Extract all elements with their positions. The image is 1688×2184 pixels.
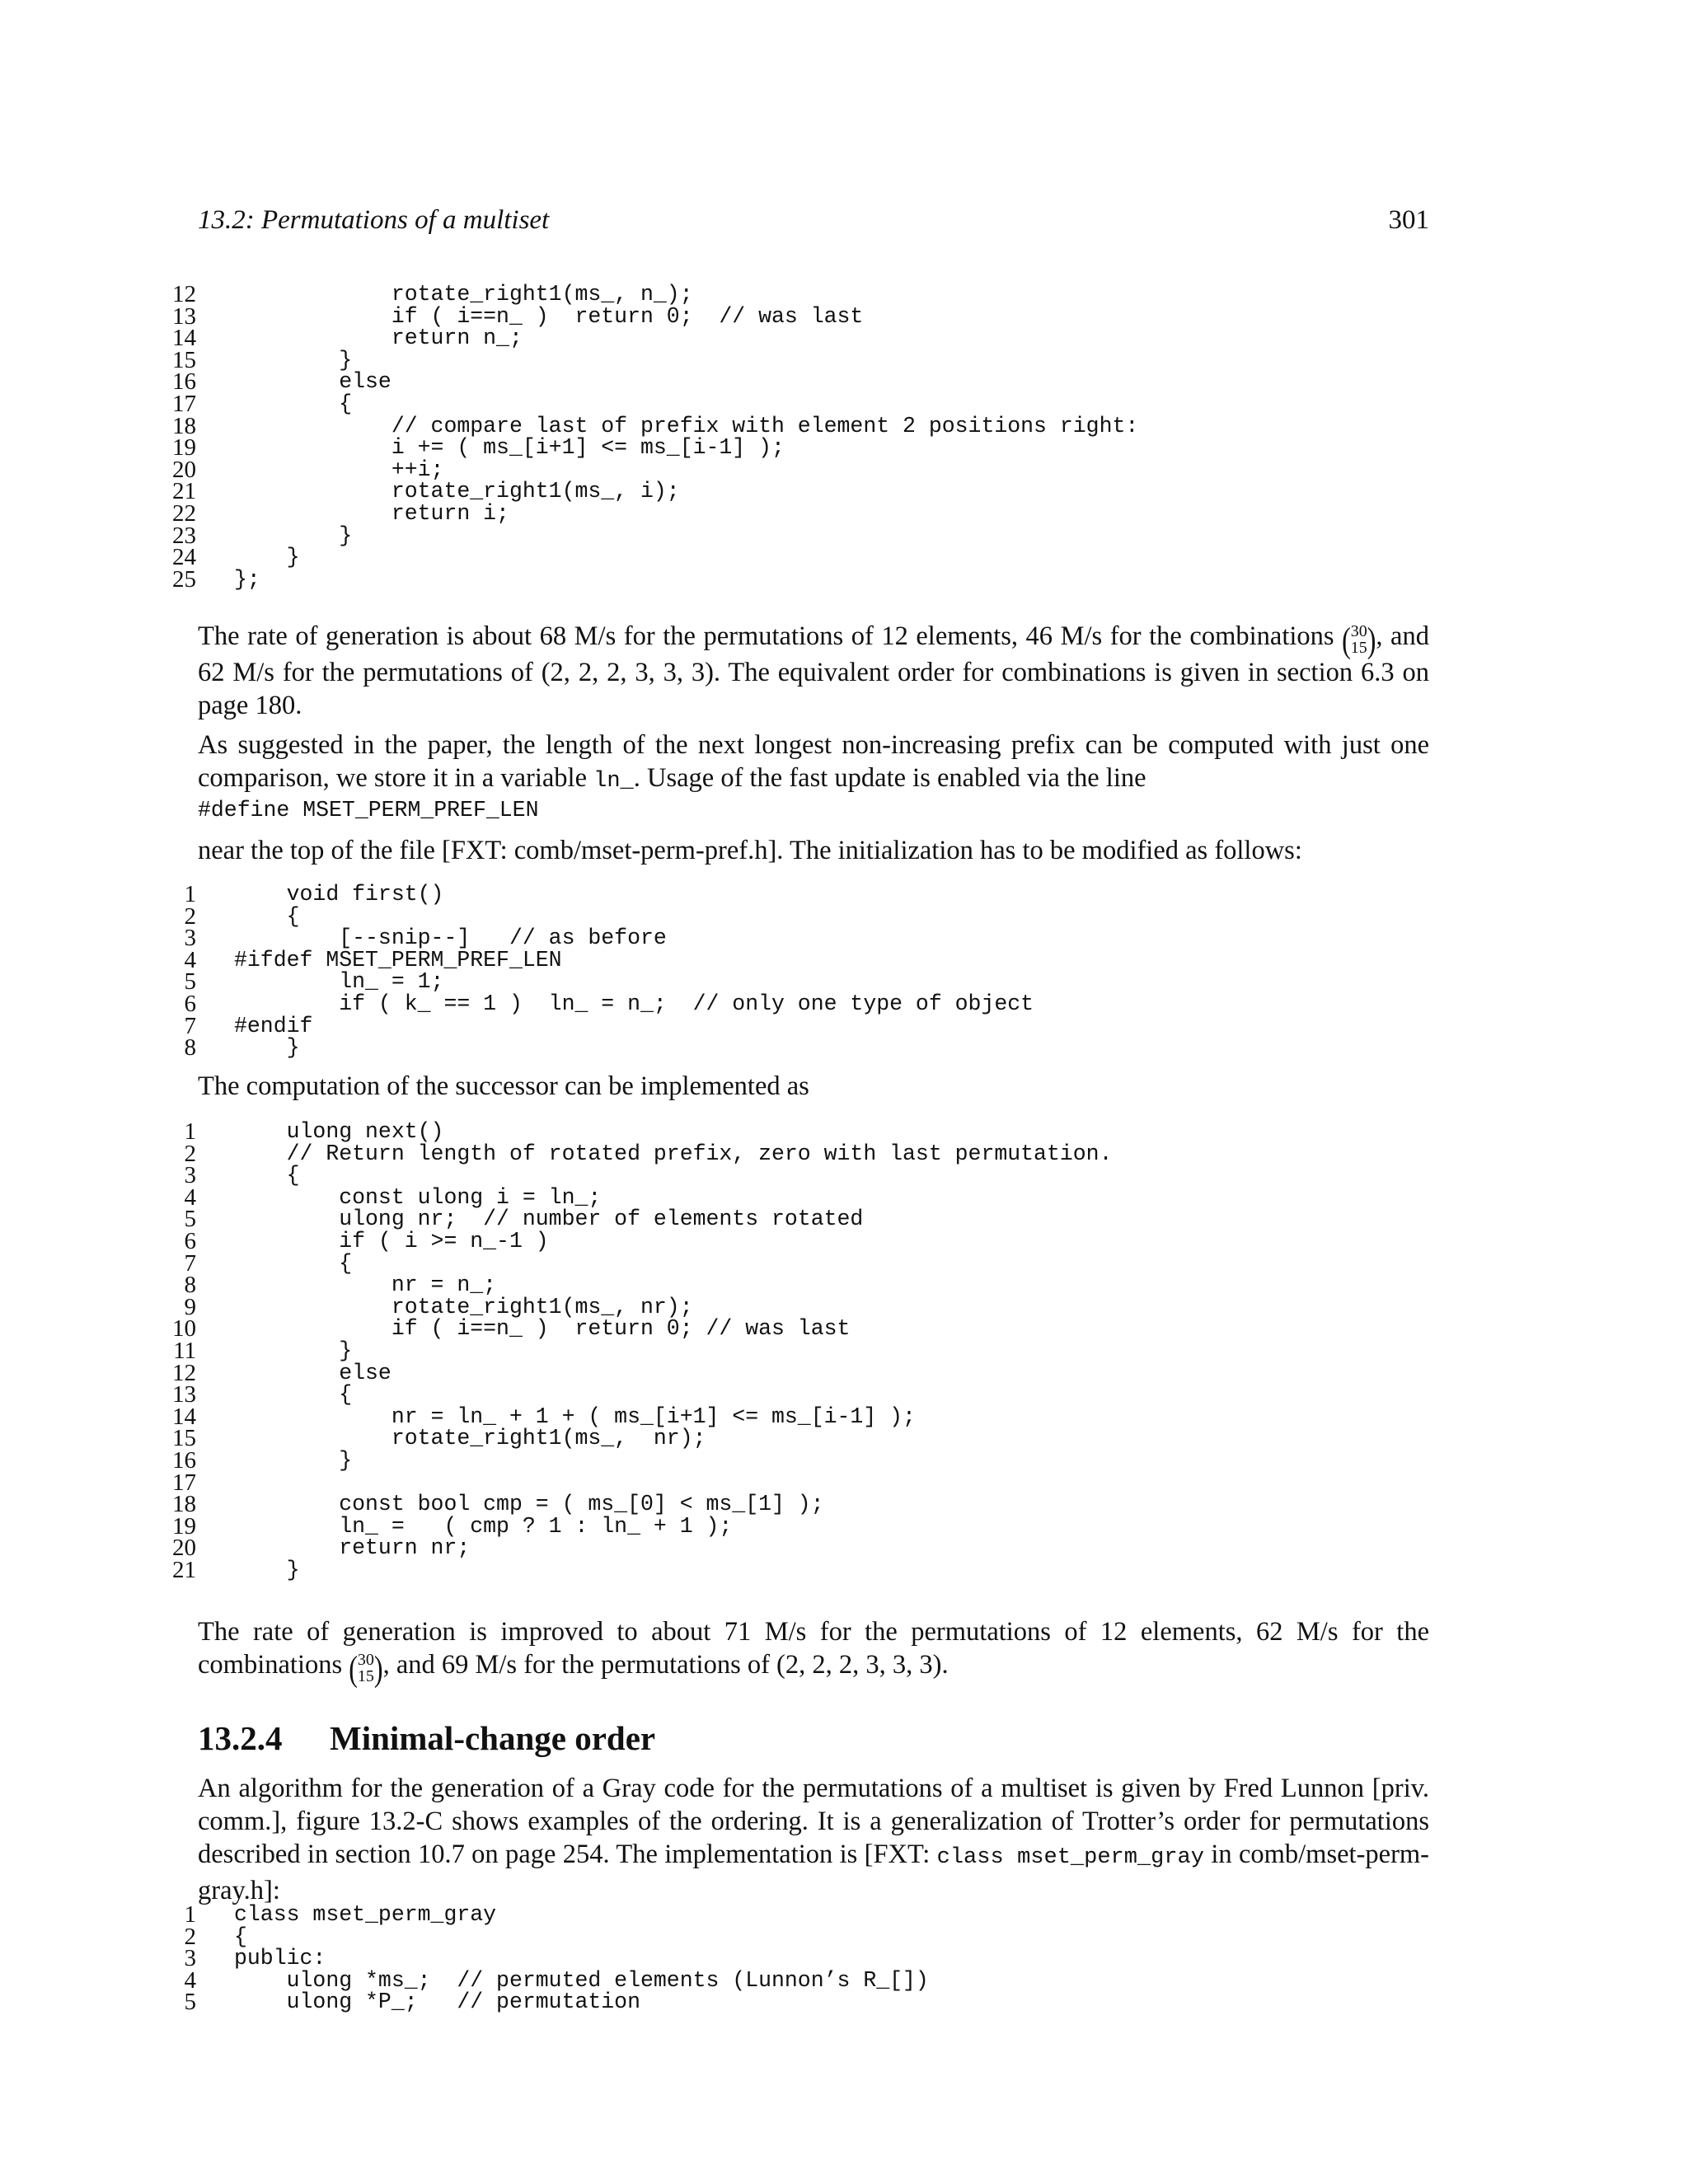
line-number: 2 xyxy=(184,1923,196,1950)
line-number: 2 xyxy=(184,1140,196,1167)
section-heading xyxy=(198,1718,655,1759)
line-number: 14 xyxy=(172,1403,196,1430)
line-number: 13 xyxy=(172,302,196,330)
line-number: 2 xyxy=(184,902,196,930)
line-number: 14 xyxy=(172,325,196,352)
page-number: 301 xyxy=(1388,205,1429,235)
line-number: 24 xyxy=(172,544,196,571)
running-head xyxy=(198,201,1429,239)
binom-top: 30 xyxy=(357,1651,374,1670)
code-text: } xyxy=(234,545,300,570)
paragraph-successor: The computation of the successor can be implemented as xyxy=(198,1071,809,1101)
code-text: }; xyxy=(234,566,260,592)
line-number: 5 xyxy=(184,1989,196,2016)
line-number: 17 xyxy=(172,390,196,417)
line-number: 25 xyxy=(172,565,196,593)
line-number: 4 xyxy=(184,1183,196,1211)
code-text: } xyxy=(234,1035,300,1061)
code-text: // compare last of prefix with element 2 positions right: xyxy=(234,413,1139,438)
line-number: 21 xyxy=(172,1556,196,1583)
line-number: 19 xyxy=(172,1512,196,1540)
code-text: { xyxy=(234,1924,247,1949)
line-number: 11 xyxy=(173,1337,196,1364)
code-text: { xyxy=(234,1163,300,1188)
line-number: 17 xyxy=(172,1469,196,1496)
paragraph-rate-of-generation xyxy=(198,620,1429,722)
code-text: ln_ = 1; xyxy=(234,969,444,995)
code-text: #ifdef MSET_PERM_PREF_LEN xyxy=(234,947,562,972)
code-text: } xyxy=(234,1557,300,1582)
binomial-coefficient: ( 30 15 ) xyxy=(349,1648,383,1689)
code-text: rotate_right1(ms_, n_); xyxy=(234,282,693,307)
line-number: 5 xyxy=(184,1206,196,1233)
code-text: void first() xyxy=(234,882,444,907)
code-text: { xyxy=(234,1250,353,1276)
code-text: } xyxy=(234,1447,353,1473)
line-number: 8 xyxy=(184,1272,196,1299)
paragraph-near-top: near the top of the file [FXT: comb/mset-perm-pref.h]. The initialization has to be modified as follows: xyxy=(198,836,1302,865)
line-number: 15 xyxy=(172,1425,196,1452)
code-text: rotate_right1(ms_, nr); xyxy=(234,1294,693,1319)
code-text: ++i; xyxy=(234,457,444,482)
line-number: 4 xyxy=(184,1966,196,1994)
code-text: ulong next() xyxy=(234,1119,444,1144)
code-text: rotate_right1(ms_, nr); xyxy=(234,1426,706,1451)
code-text: if ( k_ == 1 ) ln_ = n_; // only one type of object xyxy=(234,991,1034,1016)
binomial-coefficient: ( 30 15 ) xyxy=(1342,620,1376,660)
binom-bottom: 15 xyxy=(1350,639,1367,658)
binom-top: 30 xyxy=(1350,622,1367,641)
line-number: 12 xyxy=(172,281,196,307)
code-text: if ( i==n_ ) return 0; // was last xyxy=(234,1316,851,1342)
define-line: #define MSET_PERM_PREF_LEN xyxy=(198,798,539,823)
line-number: 1 xyxy=(184,881,196,907)
rate-text-b: , and 62 M/s for the permutations of (2, 2, 2, 3, 3, 3). The equivalent order for combinations is given in section 6.3 on page 180. xyxy=(198,621,1429,721)
line-number: 6 xyxy=(184,990,196,1017)
line-number: 6 xyxy=(184,1227,196,1254)
gray-text-b: in comb/mset-perm-gray.h]: xyxy=(198,1840,1429,1905)
line-number: 20 xyxy=(172,456,196,483)
code-text: else xyxy=(234,369,392,395)
line-number: 18 xyxy=(172,412,196,439)
code-text: const ulong i = ln_; xyxy=(234,1184,602,1210)
code-text: ln_ = ( cmp ? 1 : ln_ + 1 ); xyxy=(234,1513,733,1539)
line-number: 8 xyxy=(184,1034,196,1062)
rate-text-a: The rate of generation is about 68 M/s for the permutations of 12 elements, 46 M/s for the combinations xyxy=(198,621,1334,651)
code-text: // Return length of rotated prefix, zero with last permutation. xyxy=(234,1141,1113,1166)
line-number: 5 xyxy=(184,968,196,996)
gray-text-a: An algorithm for the generation of a Gray code for the permutations of a multiset is given by Fred Lunnon [priv. comm.], figure 13.2-C shows examples of the ordering. It is a generalization of Trotter’s order for permutations described in section 10.7 on page 254. The implementation is [FXT: xyxy=(198,1774,1429,1869)
code-text: if ( i >= n_-1 ) xyxy=(234,1228,549,1254)
code-text: [--snip--] // as before xyxy=(234,926,667,951)
class-name: class mset_perm_gray xyxy=(936,1845,1204,1870)
line-number: 18 xyxy=(172,1491,196,1518)
code-text: { xyxy=(234,1382,353,1408)
line-number: 19 xyxy=(172,434,196,462)
code-text: return n_; xyxy=(234,326,523,351)
binom-bottom: 15 xyxy=(357,1667,374,1686)
line-number: 3 xyxy=(184,1945,196,1972)
code-text: i += ( ms_[i+1] <= ms_[i-1] ); xyxy=(234,435,785,461)
code-text: rotate_right1(ms_, i); xyxy=(234,479,680,504)
line-number: 9 xyxy=(184,1293,196,1320)
section-number: 13.2.4 xyxy=(198,1719,283,1757)
suggested-text-b: . Usage of the fast update is enabled via the line xyxy=(633,763,1146,793)
line-number: 23 xyxy=(172,522,196,549)
paragraph-suggested xyxy=(198,729,1429,798)
rate2-text-a: The rate of generation is improved to about 71 M/s for the permutations of 12 elements, 62 M/s for the combinations xyxy=(198,1617,1429,1680)
line-number: 7 xyxy=(184,1012,196,1039)
code-text: { xyxy=(234,903,300,929)
code-text: if ( i==n_ ) return 0; // was last xyxy=(234,303,864,329)
line-number: 7 xyxy=(184,1249,196,1277)
code-text: nr = ln_ + 1 + ( ms_[i+1] <= ms_[i-1] ); xyxy=(234,1404,916,1429)
paragraph-rate-improved xyxy=(198,1615,1429,1689)
line-number: 3 xyxy=(184,925,196,952)
code-text: #endif xyxy=(234,1013,313,1038)
section-title: Minimal-change order xyxy=(330,1719,656,1757)
suggested-text-a: As suggested in the paper, the length of the next longest non-increasing prefix can be computed with just one comparison, we store it in a variable xyxy=(198,730,1429,793)
variable-ln: ln_ xyxy=(593,769,634,794)
code-text: public: xyxy=(234,1946,326,1971)
running-head-title: 13.2: Permutations of a multiset xyxy=(198,205,550,235)
code-text: return nr; xyxy=(234,1535,471,1561)
line-number: 15 xyxy=(172,346,196,373)
code-text: return i; xyxy=(234,500,509,526)
line-number: 22 xyxy=(172,499,196,527)
code-text: } xyxy=(234,523,353,548)
line-number: 12 xyxy=(172,1359,196,1386)
line-number: 3 xyxy=(184,1162,196,1189)
code-text: } xyxy=(234,347,353,373)
line-number: 1 xyxy=(184,1901,196,1928)
rate2-text-b: , and 69 M/s for the permutations of (2, 2, 2, 3, 3, 3). xyxy=(382,1650,949,1680)
code-text: { xyxy=(234,391,353,416)
line-number: 21 xyxy=(172,478,196,505)
line-number: 20 xyxy=(172,1535,196,1562)
paragraph-gray-code xyxy=(198,1772,1429,1907)
line-number: 16 xyxy=(172,1446,196,1474)
code-text: ulong *P_; // permutation xyxy=(234,1990,640,2015)
line-number: 10 xyxy=(172,1315,196,1343)
line-number: 1 xyxy=(184,1118,196,1145)
line-number: 4 xyxy=(184,946,196,973)
code-text: else xyxy=(234,1360,392,1385)
code-text: ulong nr; // number of elements rotated xyxy=(234,1207,864,1232)
line-number: 13 xyxy=(172,1381,196,1408)
code-text: nr = n_; xyxy=(234,1272,497,1298)
line-number: 16 xyxy=(172,368,196,396)
code-text: ulong *ms_; // permuted elements (Lunnon’s R_[]) xyxy=(234,1967,929,1993)
code-text: class mset_perm_gray xyxy=(234,1902,497,1927)
code-text: const bool cmp = ( ms_[0] < ms_[1] ); xyxy=(234,1492,824,1517)
code-text: } xyxy=(234,1338,353,1363)
